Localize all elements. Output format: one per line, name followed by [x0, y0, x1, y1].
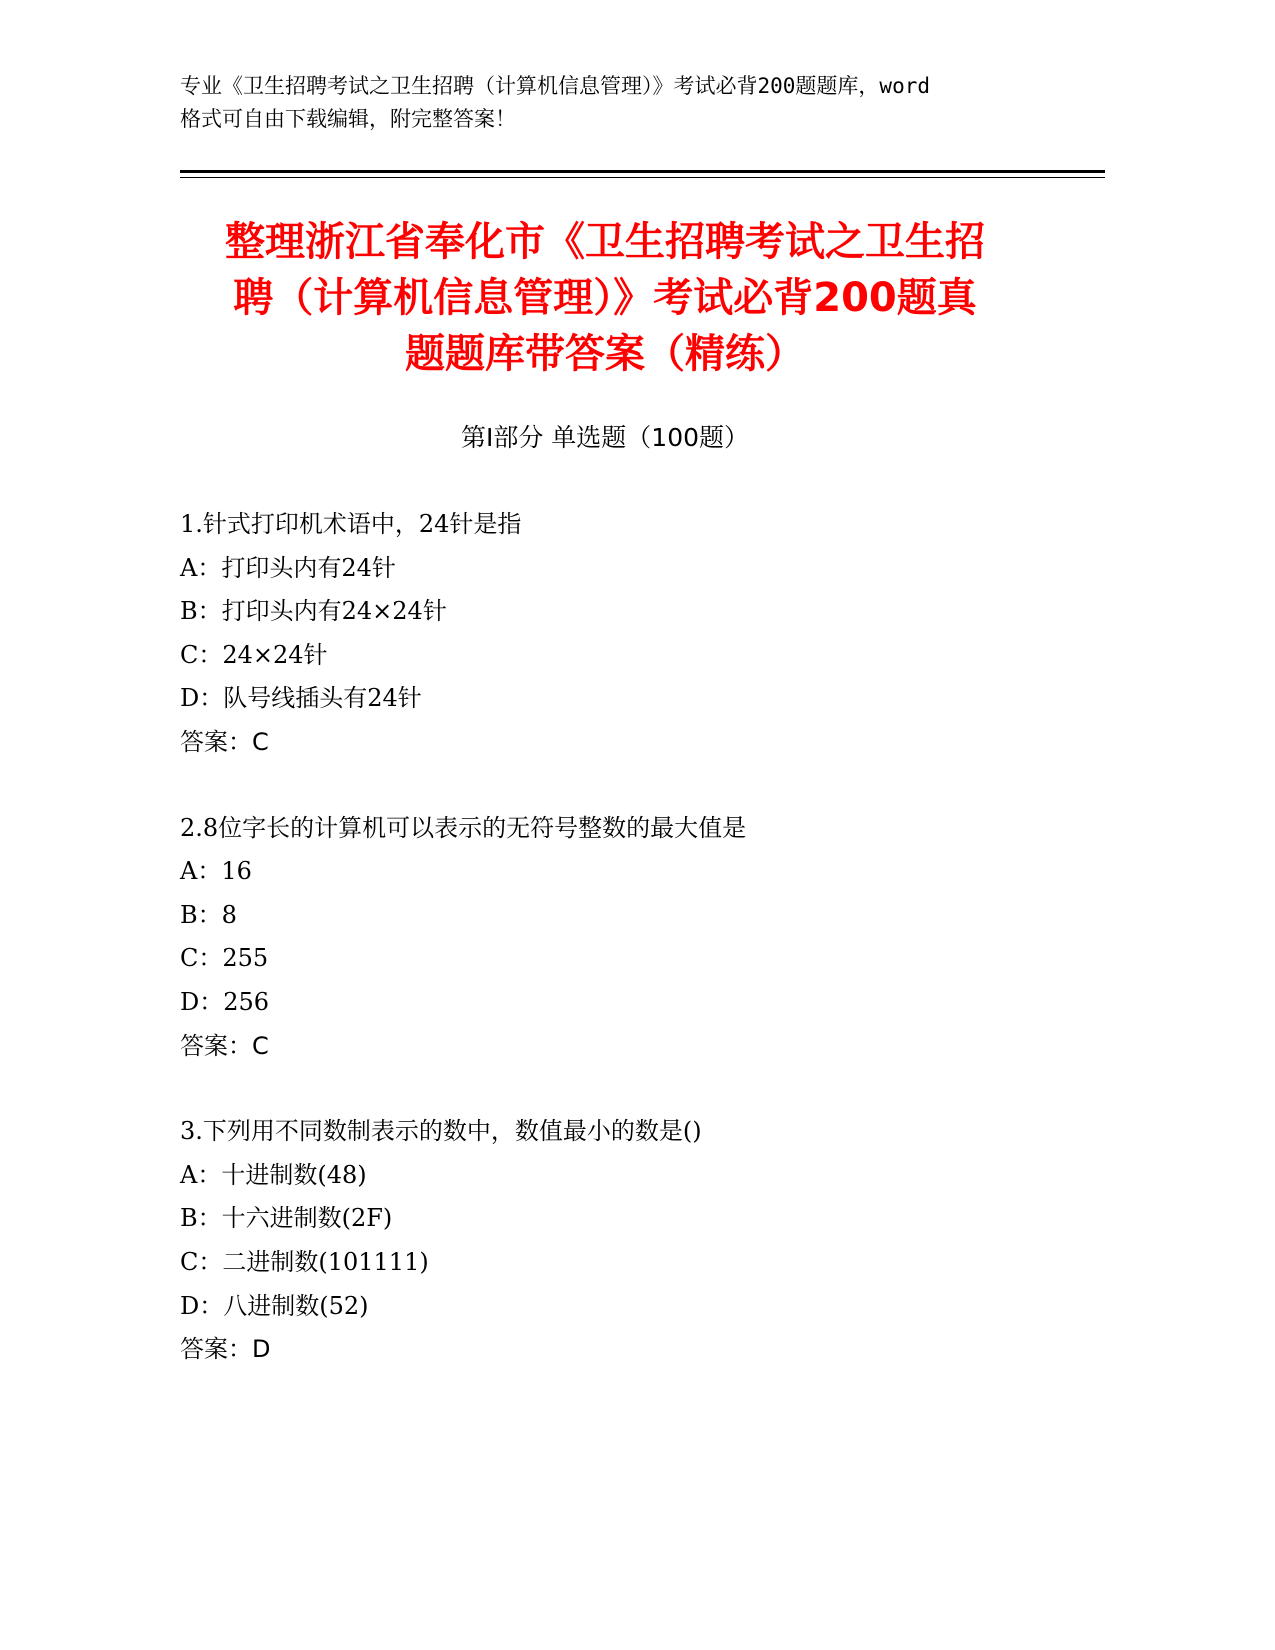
header-note — [180, 70, 1060, 136]
option-a: A：十进制数(48) — [180, 1160, 367, 1189]
answer: 答案：C — [180, 727, 269, 756]
option-d: D：队号线插头有24针 — [180, 684, 422, 713]
document-title — [150, 214, 1060, 382]
title-line-3: 题题库带答案（精练） — [405, 331, 805, 377]
header-rule-thick — [180, 170, 1105, 173]
option-c: C：255 — [180, 944, 269, 973]
question-stem: 2.8位字长的计算机可以表示的无符号整数的最大值是 — [180, 813, 747, 842]
question-1 — [180, 503, 1105, 765]
option-d: D：八进制数(52) — [180, 1291, 369, 1320]
option-a: A：16 — [180, 857, 252, 886]
section-heading: 第Ⅰ部分 单选题（100题） — [460, 423, 750, 452]
header-rule-thin — [180, 177, 1105, 178]
header-note-line-1: 专业《卫生招聘考试之卫生招聘（计算机信息管理）》考试必背200题题库，word — [180, 74, 930, 98]
question-stem: 3.下列用不同数制表示的数中，数值最小的数是() — [180, 1117, 702, 1146]
answer: 答案：D — [180, 1335, 271, 1364]
option-b: B：十六进制数(2F) — [180, 1204, 393, 1233]
option-c: C：二进制数(101111) — [180, 1247, 429, 1276]
option-c: C：24×24针 — [180, 640, 328, 669]
option-b: B：打印头内有24×24针 — [180, 597, 447, 626]
answer: 答案：C — [180, 1031, 269, 1060]
question-stem: 1.针式打印机术语中，24针是指 — [180, 510, 522, 538]
header-note-line-2: 格式可自由下载编辑，附完整答案！ — [180, 107, 516, 131]
question-2 — [180, 807, 1105, 1069]
question-list — [180, 503, 1105, 1414]
option-a: A：打印头内有24针 — [180, 553, 396, 582]
title-line-2: 聘（计算机信息管理）》考试必背200题真 — [233, 275, 977, 321]
question-3 — [180, 1110, 1105, 1372]
title-line-1: 整理浙江省奉化市《卫生招聘考试之卫生招 — [225, 219, 985, 265]
option-b: B：8 — [180, 900, 237, 929]
option-d: D：256 — [180, 987, 270, 1016]
